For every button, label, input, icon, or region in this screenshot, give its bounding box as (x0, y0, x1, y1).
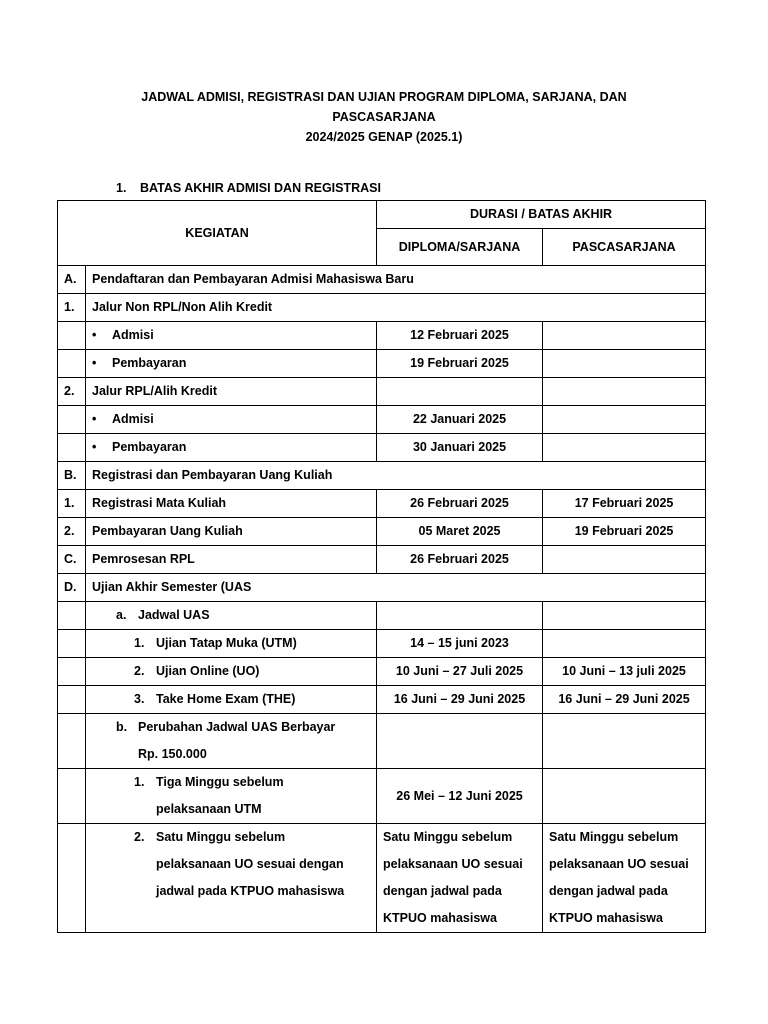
header-kegiatan: KEGIATAN (58, 201, 377, 266)
diploma-value: 14 – 15 juni 2023 (377, 630, 543, 658)
pasca-value (543, 714, 706, 769)
diploma-line-4: KTPUO mahasiswa (383, 911, 497, 925)
table-row (58, 490, 706, 518)
row-number: C. (58, 546, 86, 574)
sub-number: a. (116, 608, 127, 622)
diploma-line-1: Satu Minggu sebelum (383, 830, 513, 844)
table-row (58, 266, 706, 294)
pasca-value (543, 546, 706, 574)
row-number: B. (58, 462, 86, 490)
row-label (86, 602, 377, 630)
row-label: Registrasi dan Pembayaran Uang Kuliah (86, 462, 706, 490)
pasca-line-3: dengan jadwal pada (549, 884, 668, 898)
diploma-value: 19 Februari 2025 (377, 350, 543, 378)
sub-number: 1. (134, 636, 145, 650)
row-number: A. (58, 266, 86, 294)
diploma-value: 12 Februari 2025 (377, 322, 543, 350)
table-row (58, 378, 706, 406)
table-row (58, 686, 706, 714)
row-number (58, 714, 86, 769)
row-label-text: Pembayaran (112, 356, 187, 370)
bullet-icon: • (92, 440, 97, 454)
pasca-value (543, 350, 706, 378)
diploma-value: 26 Februari 2025 (377, 546, 543, 574)
pasca-value (543, 630, 706, 658)
pasca-value: 16 Juni – 29 Juni 2025 (543, 686, 706, 714)
diploma-value (377, 378, 543, 406)
row-label: Jalur RPL/Alih Kredit (86, 378, 377, 406)
pasca-value (543, 322, 706, 350)
pasca-value: 19 Februari 2025 (543, 518, 706, 546)
row-number: 1. (58, 294, 86, 322)
table-row (58, 769, 706, 824)
diploma-value: 26 Mei – 12 Juni 2025 (377, 769, 543, 824)
table-row (58, 518, 706, 546)
row-number: D. (58, 574, 86, 602)
diploma-value (377, 602, 543, 630)
row-label-text: Admisi (112, 328, 154, 342)
diploma-value (377, 824, 543, 933)
document-title-line-2: PASCASARJANA (332, 110, 436, 124)
pasca-value: 10 Juni – 13 juli 2025 (543, 658, 706, 686)
sub-number: 1. (134, 775, 145, 789)
row-label-text: Pembayaran (112, 440, 187, 454)
table-row (58, 602, 706, 630)
row-label (86, 406, 377, 434)
diploma-value: 22 Januari 2025 (377, 406, 543, 434)
sub-number: 2. (134, 830, 145, 844)
bullet-icon: • (92, 356, 97, 370)
row-label-line-2: pelaksanaan UTM (156, 802, 262, 816)
table-row (58, 658, 706, 686)
row-number (58, 686, 86, 714)
row-label (86, 350, 377, 378)
row-label-line-3: jadwal pada KTPUO mahasiswa (156, 884, 345, 898)
table-row (58, 294, 706, 322)
pasca-value (543, 824, 706, 933)
diploma-line-2: pelaksanaan UO sesuai (383, 857, 523, 871)
section-heading (116, 181, 381, 195)
row-label (86, 630, 377, 658)
bullet-icon: • (92, 412, 97, 426)
row-number (58, 322, 86, 350)
diploma-line-3: dengan jadwal pada (383, 884, 502, 898)
table-row (58, 574, 706, 602)
row-label-text: Ujian Tatap Muka (UTM) (156, 636, 297, 650)
section-number: 1. (116, 181, 127, 195)
table-row (58, 434, 706, 462)
row-label (86, 322, 377, 350)
table-row (58, 824, 706, 933)
pasca-value (543, 434, 706, 462)
table-row (58, 714, 706, 769)
sub-number: 2. (134, 664, 145, 678)
row-label-text: Ujian Online (UO) (156, 664, 260, 678)
row-label-line-2: pelaksanaan UO sesuai dengan (156, 857, 344, 871)
pasca-line-2: pelaksanaan UO sesuai (549, 857, 689, 871)
row-label: Jalur Non RPL/Non Alih Kredit (86, 294, 706, 322)
row-number: 2. (58, 518, 86, 546)
diploma-value: 16 Juni – 29 Juni 2025 (377, 686, 543, 714)
row-number: 1. (58, 490, 86, 518)
row-label: Pendaftaran dan Pembayaran Admisi Mahasiswa Baru (86, 266, 706, 294)
row-number (58, 434, 86, 462)
row-label-text: Jadwal UAS (138, 608, 210, 622)
row-label: Registrasi Mata Kuliah (86, 490, 377, 518)
row-label-text: Admisi (112, 412, 154, 426)
sub-number: b. (116, 720, 128, 734)
row-number (58, 769, 86, 824)
row-label (86, 658, 377, 686)
row-number (58, 406, 86, 434)
pasca-value (543, 406, 706, 434)
row-number (58, 630, 86, 658)
diploma-value: 05 Maret 2025 (377, 518, 543, 546)
pasca-line-1: Satu Minggu sebelum (549, 830, 679, 844)
row-label-line-1: Satu Minggu sebelum (156, 830, 286, 844)
table-row (58, 406, 706, 434)
pasca-value (543, 378, 706, 406)
table-row (58, 322, 706, 350)
section-label: BATAS AKHIR ADMISI DAN REGISTRASI (140, 181, 381, 195)
pasca-value (543, 769, 706, 824)
row-label (86, 434, 377, 462)
row-label (86, 769, 377, 824)
header-durasi: DURASI / BATAS AKHIR (377, 201, 706, 229)
diploma-value: 26 Februari 2025 (377, 490, 543, 518)
document-title-line-3: 2024/2025 GENAP (2025.1) (305, 130, 463, 144)
document-title-line-1: JADWAL ADMISI, REGISTRASI DAN UJIAN PROGRAM DIPLOMA, SARJANA, DAN (141, 90, 627, 104)
row-label-line-2: Rp. 150.000 (138, 747, 207, 761)
row-label: Ujian Akhir Semester (UAS (86, 574, 706, 602)
row-number (58, 824, 86, 933)
row-label-text: Take Home Exam (THE) (156, 692, 296, 706)
row-number (58, 350, 86, 378)
row-number (58, 602, 86, 630)
pasca-value (543, 602, 706, 630)
row-label (86, 686, 377, 714)
sub-number: 3. (134, 692, 145, 706)
diploma-value (377, 714, 543, 769)
row-label-line-1: Perubahan Jadwal UAS Berbayar (138, 720, 336, 734)
table-row (58, 630, 706, 658)
table-row (58, 462, 706, 490)
pasca-line-4: KTPUO mahasiswa (549, 911, 663, 925)
bullet-icon: • (92, 328, 97, 342)
header-pascasarjana: PASCASARJANA (543, 229, 706, 266)
table-row (58, 546, 706, 574)
pasca-value: 17 Februari 2025 (543, 490, 706, 518)
table-row (58, 350, 706, 378)
diploma-value: 30 Januari 2025 (377, 434, 543, 462)
row-label (86, 714, 377, 769)
row-label: Pemrosesan RPL (86, 546, 377, 574)
row-label-line-1: Tiga Minggu sebelum (156, 775, 284, 789)
header-diploma-sarjana: DIPLOMA/SARJANA (377, 229, 543, 266)
row-label (86, 824, 377, 933)
row-number: 2. (58, 378, 86, 406)
row-label: Pembayaran Uang Kuliah (86, 518, 377, 546)
schedule-table (57, 200, 706, 933)
row-number (58, 658, 86, 686)
diploma-value: 10 Juni – 27 Juli 2025 (377, 658, 543, 686)
table-header-row (58, 201, 706, 229)
